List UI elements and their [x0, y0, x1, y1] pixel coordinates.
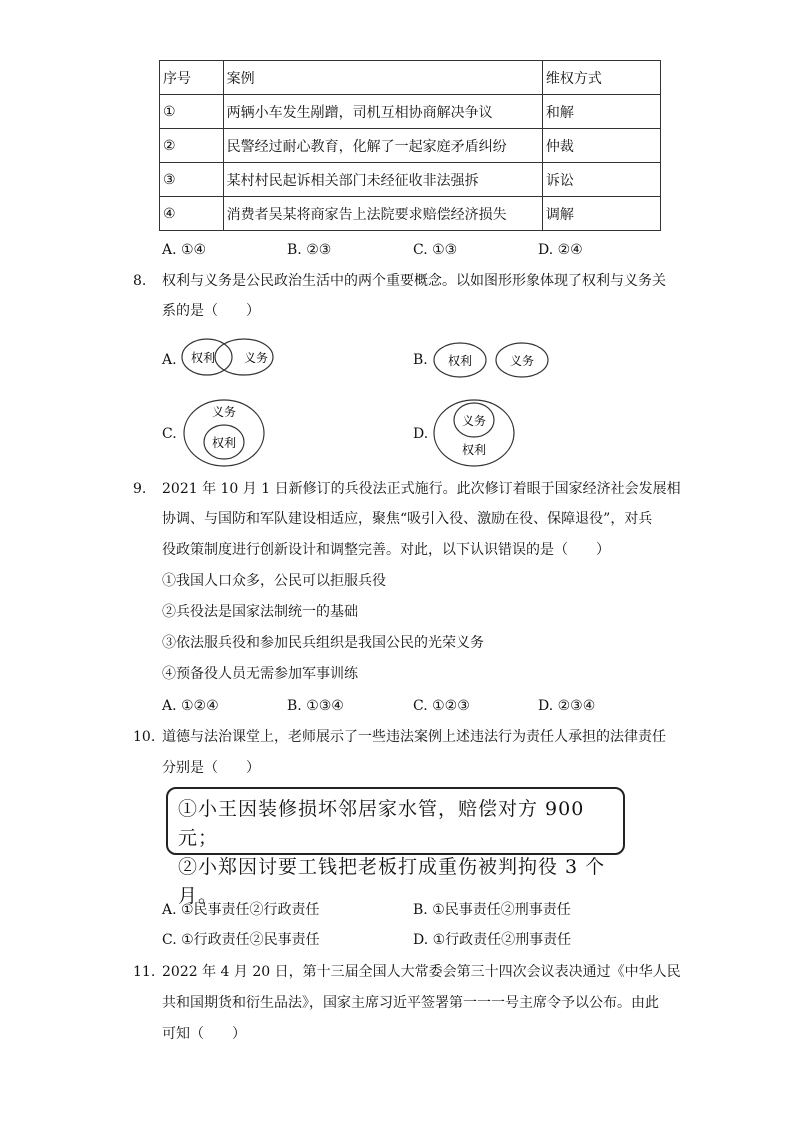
question-text: 权利与义务是公民政治生活中的两个重要概念。以如图形形象体现了权利与义务关: [162, 273, 666, 289]
q7-option-a[interactable]: A. ①④: [162, 242, 207, 258]
statement: ②兵役法是国家法制统一的基础: [162, 604, 358, 620]
question-text: 可知（ ）: [162, 1026, 246, 1042]
case-line: ①小王因装修损坏邻居家水管，赔偿对方 900 元；: [178, 798, 585, 849]
header-cell: 序号: [160, 61, 224, 95]
q7-option-c[interactable]: C. ①③: [413, 242, 458, 258]
case-box: [166, 787, 625, 907]
question-text: 道德与法治课堂上，老师展示了一些违法案例上述违法行为责任人承担的法律责任: [162, 729, 666, 745]
question-text: 协调、与国防和军队建设相适应，聚焦“吸引入役、激励在役、保障退役”，对兵: [162, 511, 653, 527]
rights-contains-duties-diagram[interactable]: [432, 398, 518, 468]
question-text: 系的是（ ）: [162, 303, 260, 319]
table-cell: 某村村民起诉相关部门未经征收非法强拆: [223, 163, 542, 197]
statement: ④预备役人员无需参加军事训练: [162, 666, 358, 682]
duties-label: 义务: [510, 354, 535, 368]
question-number: 9.: [133, 481, 147, 497]
table-cell: ②: [160, 129, 224, 163]
q8-option-c-label[interactable]: C.: [162, 426, 177, 442]
table-cell: 民警经过耐心教育，化解了一起家庭矛盾纠纷: [223, 129, 542, 163]
question-text: 2021 年 10 月 1 日新修订的兵役法正式施行。此次修订着眼于国家经济社会发展相: [162, 481, 681, 497]
rights-label: 权利: [462, 443, 487, 457]
q9-option-a[interactable]: A. ①②④: [162, 698, 219, 714]
table-cell: ③: [160, 163, 224, 197]
q10-option-a[interactable]: A. ①民事责任②行政责任: [162, 902, 320, 918]
q9-option-c[interactable]: C. ①②③: [413, 698, 470, 714]
table-cell: 调解: [542, 197, 660, 231]
duties-label: 义务: [244, 351, 269, 365]
q7-option-d[interactable]: D. ②④: [538, 242, 583, 258]
q9-option-b[interactable]: B. ①③④: [287, 698, 344, 714]
table-header-row: [160, 61, 661, 95]
table-cell: ④: [160, 197, 224, 231]
table-cell: ①: [160, 95, 224, 129]
statement: ①我国人口众多，公民可以拒服兵役: [162, 573, 386, 589]
table-row: [160, 163, 661, 197]
question-number: 8.: [133, 273, 147, 289]
table-cell: 诉讼: [542, 163, 660, 197]
rights-label: 权利: [212, 436, 237, 450]
question-number: 10.: [133, 729, 156, 745]
header-cell: 维权方式: [542, 61, 660, 95]
table-cell: 和解: [542, 95, 660, 129]
q8-option-a-label[interactable]: A.: [162, 352, 177, 368]
venn-overlap-diagram[interactable]: [180, 337, 276, 381]
q10-option-c[interactable]: C. ①行政责任②民事责任: [162, 932, 320, 948]
question-text: 役政策制度进行创新设计和调整完善。对此，以下认识错误的是（ ）: [162, 542, 610, 558]
question-number: 11.: [133, 964, 156, 980]
q10-option-d[interactable]: D. ①行政责任②刑事责任: [413, 932, 572, 948]
table-row: [160, 129, 661, 163]
case-line: ②小郑因讨要工钱把老板打成重伤被判拘役 3 个月。: [178, 856, 606, 907]
q9-option-d[interactable]: D. ②③④: [538, 698, 596, 714]
q8-option-d-label[interactable]: D.: [413, 426, 429, 442]
q8-option-b-label[interactable]: B.: [413, 352, 428, 368]
table-row: [160, 95, 661, 129]
case-table: [159, 60, 661, 231]
duties-contains-rights-diagram[interactable]: [182, 398, 268, 468]
question-text: 2022 年 4 月 20 日，第十三届全国人大常委会第三十四次会议表决通过《中华人民: [162, 964, 681, 980]
table-cell: 两辆小车发生剐蹭，司机互相协商解决争议: [223, 95, 542, 129]
question-text: 共和国期货和衍生品法》，国家主席习近平签署第一一一号主席令予以公布。由此: [162, 995, 659, 1011]
table-cell: 消费者吴某将商家告上法院要求赔偿经济损失: [223, 197, 542, 231]
rights-label: 权利: [448, 354, 473, 368]
table-cell: 仲裁: [542, 129, 660, 163]
statement: ③依法服兵役和参加民兵组织是我国公民的光荣义务: [162, 635, 484, 651]
duties-label: 义务: [462, 414, 487, 428]
question-text: 分别是（ ）: [162, 760, 260, 776]
q10-option-b[interactable]: B. ①民事责任②刑事责任: [413, 902, 571, 918]
duties-label: 义务: [212, 405, 237, 419]
q7-option-b[interactable]: B. ②③: [287, 242, 332, 258]
rights-label: 权利: [191, 351, 216, 365]
header-cell: 案例: [223, 61, 542, 95]
separate-circles-diagram[interactable]: [432, 340, 552, 380]
table-row: [160, 197, 661, 231]
